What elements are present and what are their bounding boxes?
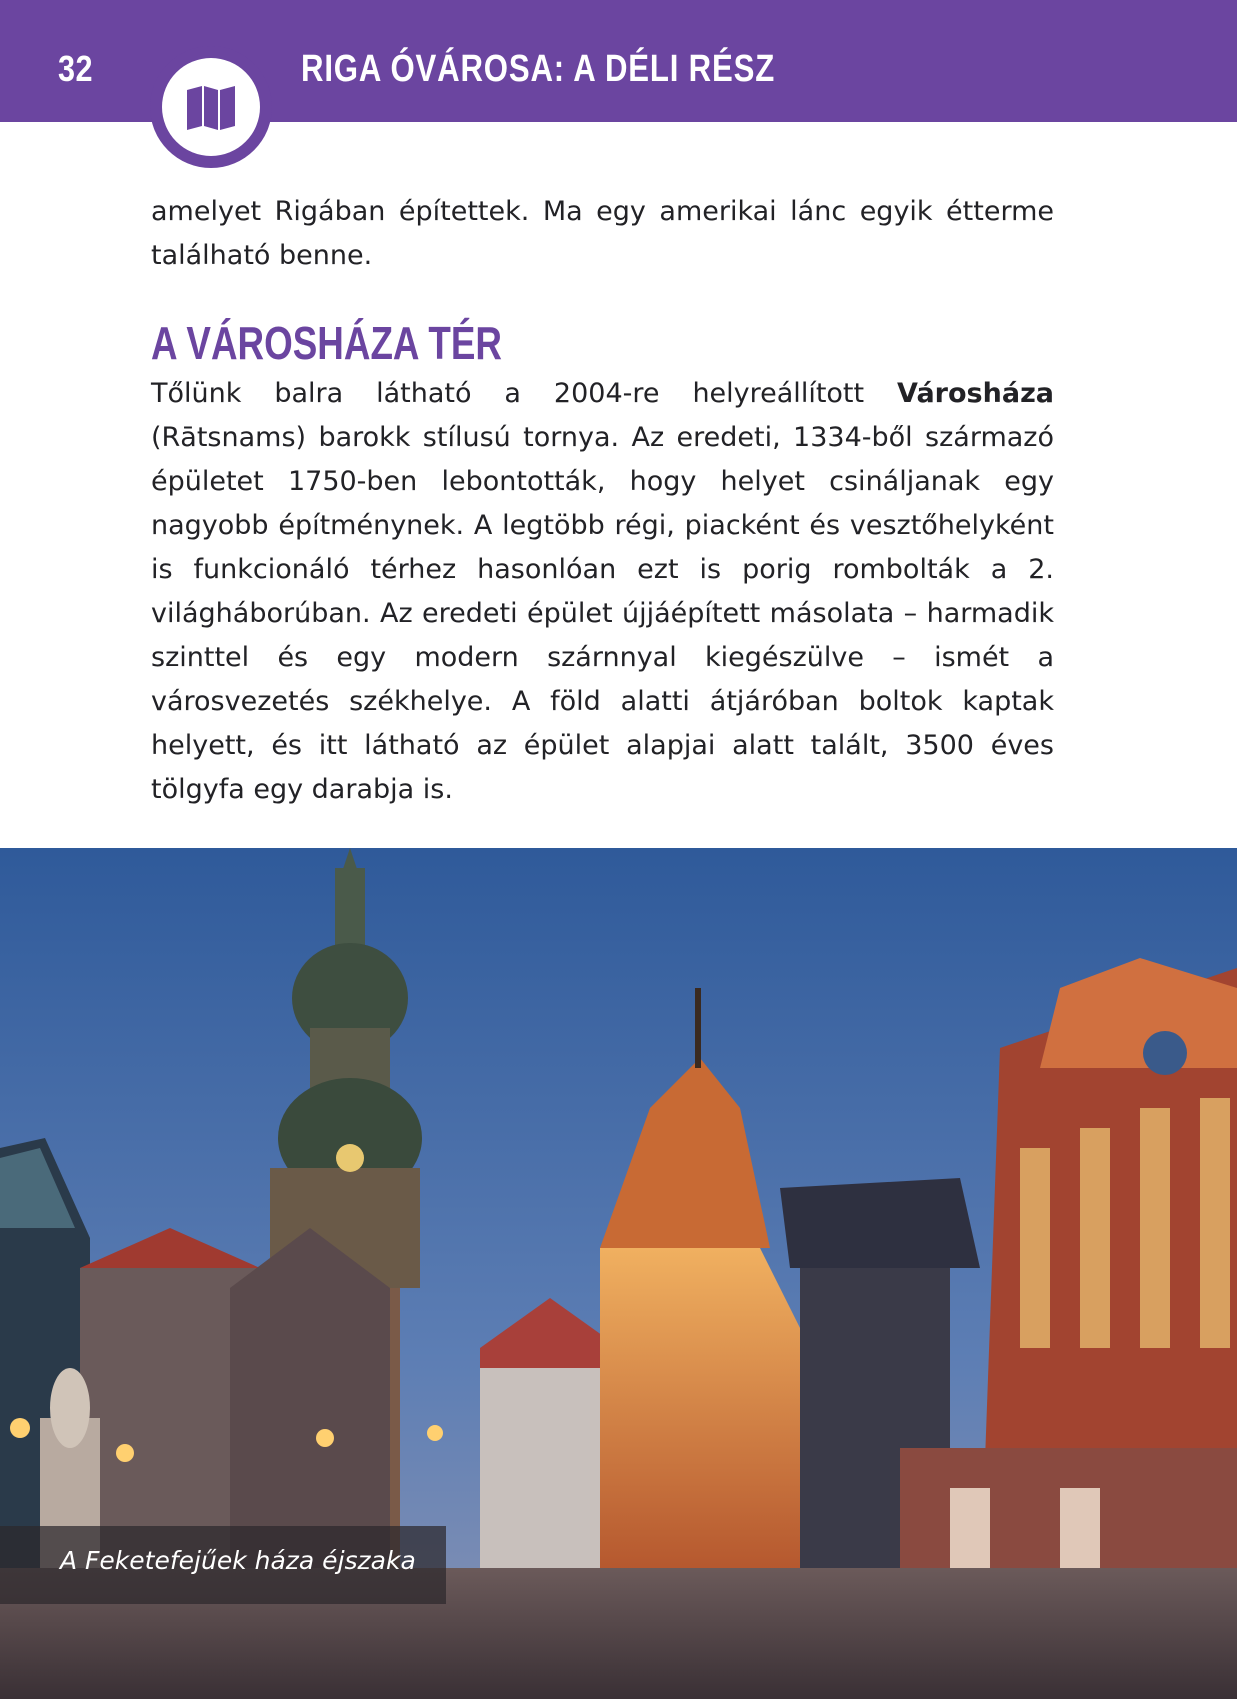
photo-caption-box	[0, 1526, 446, 1604]
chapter-title: RIGA ÓVÁROSA: A DÉLI RÉSZ	[301, 48, 776, 90]
body-text-rest: (Rātsnams) barokk stílusú tornya. Az eredeti, 1334-ből származó épületet 1750-ben lebontották, hogy helyet csináljanak egy nagyobb építménynek. A legtöbb régi, piacként és vesztőhelyként is funkcionáló térhez hasonlóan ezt is porig rombolták a 2. világháborúban. Az eredeti épület újjáépített másolata – harmadik szinttel és egy modern szárnnyal kiegészülve – ismét a városvezetés székhelye. A föld alatti átjáróban boltok kaptak helyett, és itt látható az épület alapjai alatt talált, 3500 éves tölgyfa egy darabja is.	[151, 422, 1054, 805]
highlighted-term: Városháza	[897, 378, 1054, 409]
photo-riga-square	[0, 848, 1237, 1699]
article-content	[151, 190, 1054, 812]
section-title: A VÁROSHÁZA TÉR	[151, 317, 502, 369]
intro-paragraph: amelyet Rigában építettek. Ma egy amerikai lánc egyik étterme található benne.	[151, 196, 1054, 271]
body-text-start: Tőlünk balra látható a 2004-re helyreállított	[151, 378, 898, 409]
photo-caption: A Feketefejűek háza éjszaka	[60, 1546, 416, 1575]
map-icon	[185, 85, 237, 131]
body-paragraph	[151, 372, 1054, 812]
chapter-badge	[150, 46, 272, 168]
page-number: 32	[58, 48, 93, 89]
